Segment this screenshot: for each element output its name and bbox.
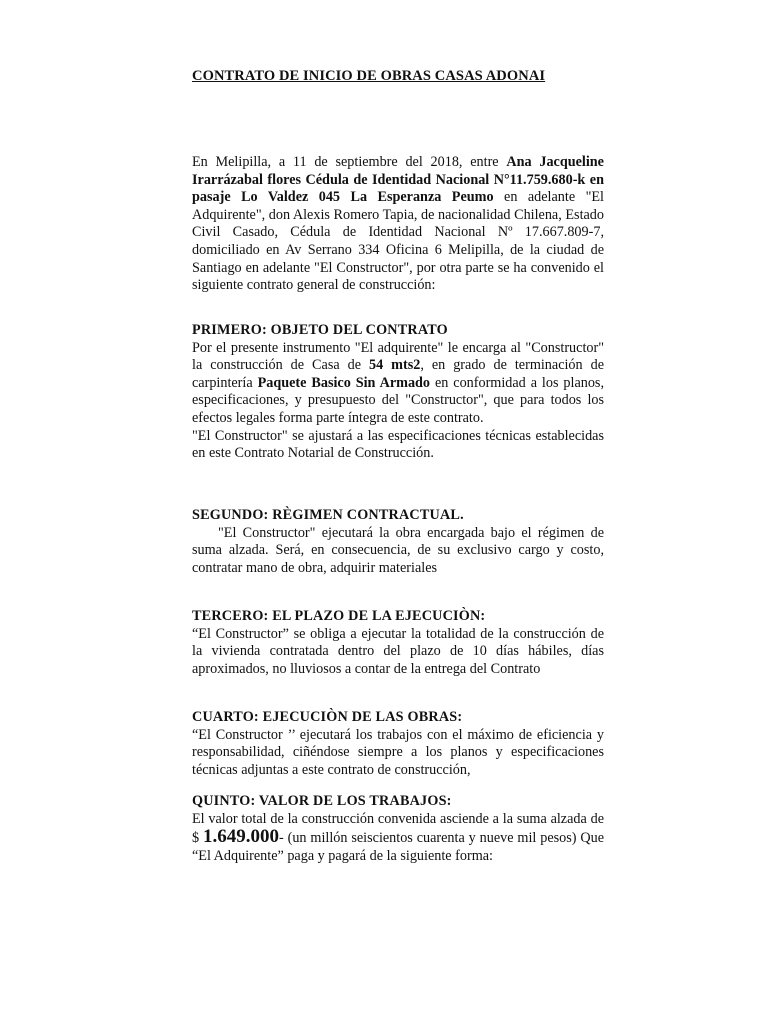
section-segundo	[192, 507, 604, 577]
cuarto-text: “El Constructor ’’ ejecutará los trabajos con el máximo de eficiencia y responsabilidad, ciñéndose siempre a los planos y especificaciones técnicas adjuntas a este contrato de construcción,	[192, 726, 604, 778]
primero-heading: PRIMERO: OBJETO DEL CONTRATO	[192, 322, 448, 338]
primero-text-3: en conformidad a los planos, especificaciones, y presupuesto del "Constructor", que para todos los efectos legales forma parte íntegra de este contrato.	[192, 374, 604, 426]
tercero-heading: TERCERO: EL PLAZO DE LA EJECUCIÒN:	[192, 608, 486, 624]
contract-amount: 1.649.000	[203, 826, 279, 848]
primero-package: Paquete Basico Sin Armado	[257, 374, 431, 391]
tercero-text: “El Constructor” se obliga a ejecutar la totalidad de la construcción de la vivienda contratada dentro del plazo de 10 días hábiles, días aproximados, no lluviosos a contar de la entrega del Contrato	[192, 625, 604, 677]
quinto-text-2: - (un millón seiscientos cuarenta y nueve mil pesos) Que “El Adquirente” paga y pagará de la siguiente forma:	[192, 830, 605, 864]
section-quinto	[192, 793, 604, 865]
intro-paragraph	[192, 154, 604, 295]
segundo-heading: SEGUNDO: RÈGIMEN CONTRACTUAL.	[192, 507, 464, 523]
intro-acquirer-details: Ana Jacqueline Irarrázabal flores Cédula de Identidad Nacional N°11.759.680-k en pasaje Lo Valdez 045 La Esperanza Peumo	[192, 154, 604, 206]
section-cuarto	[192, 709, 604, 779]
primero-text-2: , en grado de terminación de carpintería	[192, 357, 604, 391]
primero-area: 54 mts2	[368, 357, 421, 374]
section-primero	[192, 322, 604, 463]
quinto-heading: QUINTO: VALOR DE LOS TRABAJOS:	[192, 793, 452, 809]
primero-paragraph-2: "El Constructor" se ajustará a las especificaciones técnicas establecidas en este Contrato Notarial de Construcción.	[192, 427, 604, 462]
quinto-text-1: El valor total de la construcción convenida asciende a la suma alzada de $	[192, 810, 604, 847]
segundo-text: "El Constructor" ejecutará la obra encargada bajo el régimen de suma alzada. Será, en consecuencia, de su exclusivo cargo y costo, contratar mano de obra, adquirir materiales	[192, 524, 604, 576]
cuarto-heading: CUARTO: EJECUCIÒN DE LAS OBRAS:	[192, 709, 463, 725]
section-tercero	[192, 608, 604, 678]
intro-text-2: en adelante "El Adquirente", don Alexis Romero Tapia, de nacionalidad Chilena, Estado Civil Casado, Cédula de Identidad Nacional Nº 17.667.809-7, domiciliado en Av Serrano 334 Oficina 6 Melipilla, de la ciudad de Santiago en adelante "El Constructor", por otra parte se ha convenido el siguiente contrato general de construcción:	[192, 189, 604, 294]
intro-text-1: En Melipilla, a 11 de septiembre del 2018, entre	[192, 154, 507, 170]
primero-text-1: Por el presente instrumento "El adquirente" le encarga al "Constructor" la construcción de Casa de	[192, 339, 604, 374]
contract-title: CONTRATO DE INICIO DE OBRAS CASAS ADONAI	[192, 68, 546, 84]
